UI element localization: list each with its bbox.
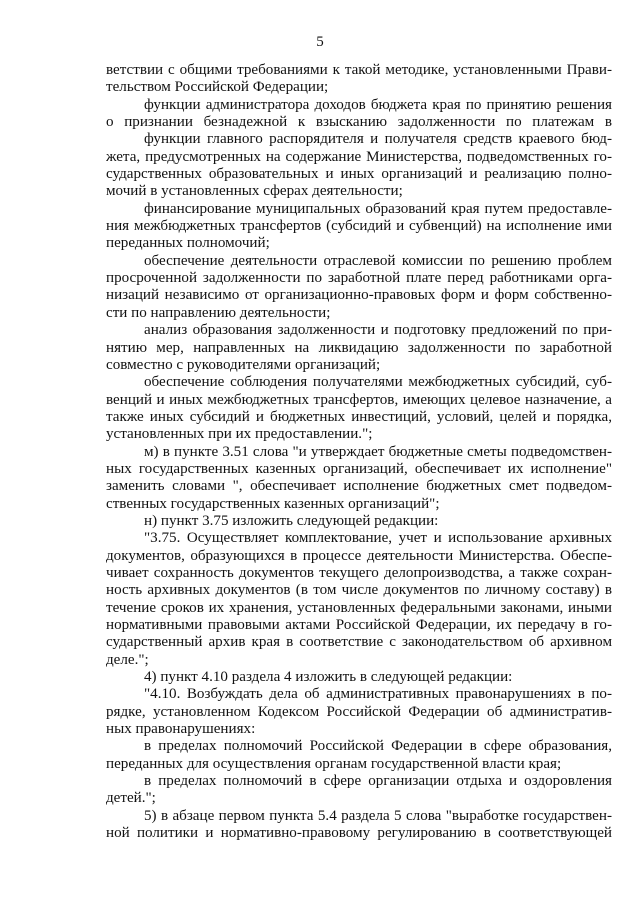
- text-line: ственных государственных казенных организаций";: [106, 495, 440, 512]
- text-line: сударственных образовательных и иных организаций и реализацию полно-: [106, 166, 612, 183]
- text-line: жета, предусмотренных на содержание Министерства, подведомственных го-: [106, 148, 612, 165]
- text-line: детей.";: [106, 790, 156, 807]
- paragraph-first-line: м) в пункте 3.51 слова "и утверждает бюджетные сметы подведомствен-: [144, 443, 612, 460]
- text-line: нятию мер, направленных на ликвидацию задолженности по заработной: [106, 339, 612, 356]
- paragraph-first-line: обеспечение соблюдения получателями межбюджетных субсидий, суб-: [144, 374, 612, 391]
- text-line: мочий в установленных сферах деятельности;: [106, 183, 403, 200]
- text-line: ния межбюджетных трансфертов (субсидий и субвенций) на исполнение ими: [106, 218, 612, 235]
- text-line: установленных при их предоставлении.";: [106, 426, 373, 443]
- paragraph-first-line: н) пункт 3.75 изложить следующей редакции:: [144, 512, 439, 529]
- text-line: низаций независимо от организационно-правовых форм и форм собственно-: [106, 287, 612, 304]
- text-line: переданных полномочий;: [106, 235, 270, 252]
- paragraph-first-line: "4.10. Возбуждать дела об административных правонарушениях в по-: [144, 686, 612, 703]
- text-line: заменить словами ", обеспечивает исполнение бюджетных смет подведом-: [106, 478, 612, 495]
- text-line: тельством Российской Федерации;: [106, 79, 329, 96]
- text-line: совместно с руководителями организаций;: [106, 356, 381, 373]
- paragraph-first-line: функции администратора доходов бюджета края по принятию решения: [144, 96, 612, 113]
- paragraph-first-line: обеспечение деятельности отраслевой комиссии по решению проблем: [144, 252, 612, 269]
- text-line: чивает сохранность документов текущего делопроизводства, а также сохран-: [106, 564, 612, 581]
- paragraph-first-line: 5) в абзаце первом пункта 5.4 раздела 5 слова "выработке государствен-: [144, 807, 612, 824]
- paragraph-first-line: финансирование муниципальных образований края путем предоставле-: [144, 200, 612, 217]
- text-line: о признании безнадежной к взысканию задолженности по платежам в: [106, 114, 612, 131]
- text-line: документов, образующихся в процессе деятельности Министерства. Обеспе-: [106, 547, 612, 564]
- text-line: также иных субсидий и бюджетных инвестиций, условий, целей и порядка,: [106, 408, 612, 425]
- paragraph-first-line: в пределах полномочий в сфере организации отдыха и оздоровления: [144, 773, 612, 790]
- text-line: переданных для осуществления органам государственной власти края;: [106, 755, 562, 772]
- text-line: нормативными правовыми актами Российской Федерации, их передачу в го-: [106, 617, 612, 633]
- text-line: ность архивных документов (в том числе документов по личному составу) в: [106, 582, 612, 599]
- text-line: течение сроков их хранения, установленных федеральными законами, иными: [106, 599, 612, 616]
- text-line: ветствии с общими требованиями к такой методике, установленными Прави-: [106, 62, 612, 78]
- text-line: просроченной задолженности по заработной плате перед работниками орга-: [106, 270, 612, 287]
- text-line: ных правонарушениях:: [106, 721, 256, 738]
- paragraph-first-line: функции главного распорядителя и получателя средств краевого бюд-: [144, 131, 612, 148]
- text-line: ной политики и нормативно-правовому регулированию в соответствующей: [106, 825, 612, 842]
- text-line: венций и иных межбюджетных трансфертов, имеющих целевое назначение, а: [106, 391, 612, 408]
- page-number: 5: [316, 34, 324, 50]
- paragraph-first-line: анализ образования задолженности и подготовку предложений по при-: [144, 322, 612, 339]
- paragraph-first-line: в пределах полномочий Российской Федерации в сфере образования,: [144, 738, 612, 755]
- paragraph-first-line: "3.75. Осуществляет комплектование, учет и использование архивных: [144, 530, 612, 547]
- text-line: сти по направлению деятельности;: [106, 304, 331, 321]
- document-body: [106, 62, 612, 842]
- text-line: сударственный архив края в соответствие с законодательством об архивном: [106, 634, 612, 651]
- paragraph-first-line: 4) пункт 4.10 раздела 4 изложить в следующей редакции:: [144, 669, 513, 686]
- text-line: ных государственных казенных организаций, обеспечивает их исполнение": [106, 460, 612, 477]
- text-line: деле.";: [106, 651, 149, 668]
- text-line: рядке, установленном Кодексом Российской Федерации об административ-: [106, 703, 612, 720]
